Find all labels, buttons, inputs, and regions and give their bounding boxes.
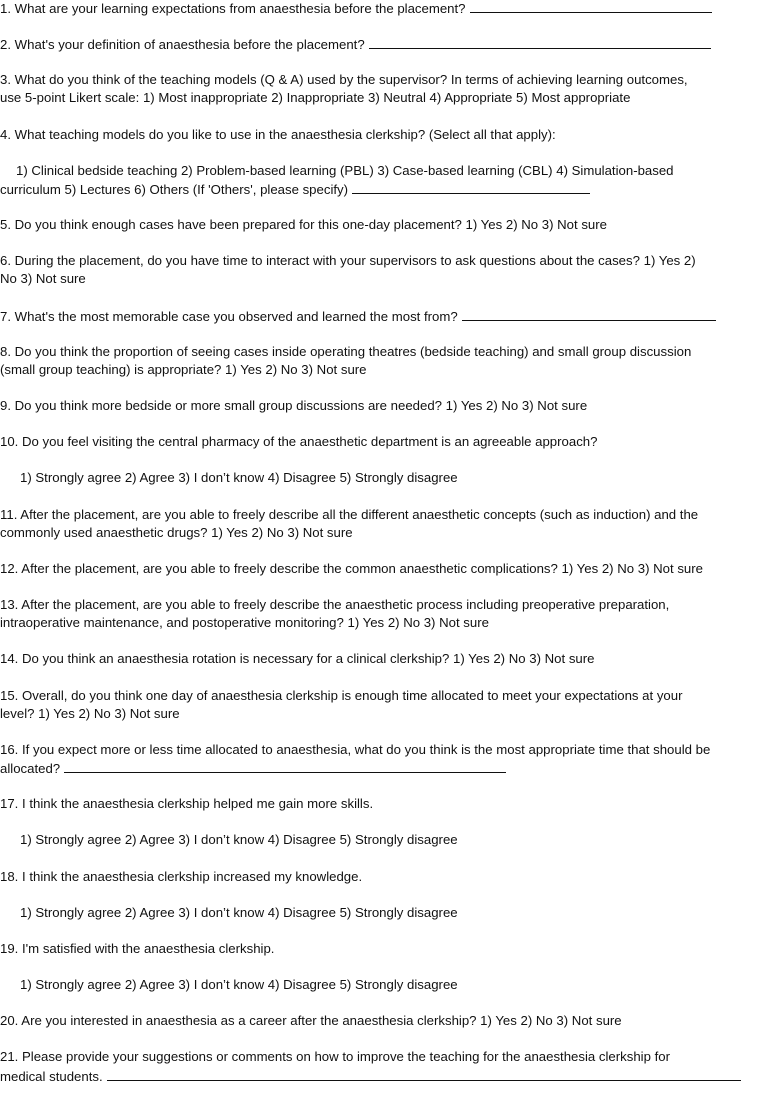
question-text: 15. Overall, do you think one day of anaesthesia clerkship is enough time allocated to meet your expectations at your <box>0 687 683 703</box>
question-17-options <box>0 831 769 849</box>
option-text: 1) Strongly agree 2) Agree 3) I don’t know 4) Disagree 5) Strongly disagree <box>20 832 458 848</box>
question-13 <box>0 596 769 632</box>
question-text: intraoperative maintenance, and postoperative monitoring? 1) Yes 2) No 3) Not sure <box>0 615 489 631</box>
question-text: 7. What's the most memorable case you observed and learned the most from? <box>0 308 458 324</box>
question-text: 4. What teaching models do you like to use in the anaesthesia clerkship? (Select all that apply): <box>0 126 556 142</box>
question-text: 18. I think the anaesthesia clerkship increased my knowledge. <box>0 868 363 884</box>
question-text: 16. If you expect more or less time allocated to anaesthesia, what do you think is the most appropriate time that should be <box>0 741 711 757</box>
question-text: 2. What's your definition of anaesthesia before the placement? <box>0 37 365 53</box>
question-text: (small group teaching) is appropriate? 1) Yes 2) No 3) Not sure <box>0 361 367 377</box>
question-text: 9. Do you think more bedside or more small group discussions are needed? 1) Yes 2) No 3) Not sure <box>0 398 588 414</box>
question-10 <box>0 433 769 451</box>
question-9 <box>0 397 769 415</box>
question-12 <box>0 560 769 578</box>
question-text: 19. I'm satisfied with the anaesthesia clerkship. <box>0 940 275 956</box>
question-11 <box>0 506 769 542</box>
question-14 <box>0 650 769 668</box>
question-text: 17. I think the anaesthesia clerkship helped me gain more skills. <box>0 796 374 812</box>
question-text: 20. Are you interested in anaesthesia as a career after the anaesthesia clerkship? 1) Yes 2) No 3) Not sure <box>0 1013 622 1029</box>
question-text: 11. After the placement, are you able to freely describe all the different anaesthetic concepts (such as induction) and the <box>0 506 699 522</box>
question-text: 10. Do you feel visiting the central pharmacy of the anaesthetic department is an agreeable approach? <box>0 434 598 450</box>
question-text: 14. Do you think an anaesthesia rotation is necessary for a clinical clerkship? 1) Yes 2) No 3) Not sure <box>0 651 595 667</box>
question-text: 5. Do you think enough cases have been prepared for this one-day placement? 1) Yes 2) No 3) Not sure <box>0 217 607 233</box>
question-4 <box>0 126 769 144</box>
option-text: 1) Strongly agree 2) Agree 3) I don’t know 4) Disagree 5) Strongly disagree <box>20 977 458 993</box>
answer-blank[interactable] <box>64 759 506 773</box>
question-text: 21. Please provide your suggestions or comments on how to improve the teaching for the anaesthesia clerkship for <box>0 1049 670 1065</box>
question-21 <box>0 1048 769 1084</box>
question-10-options <box>0 469 769 487</box>
answer-blank[interactable] <box>369 35 711 49</box>
question-17 <box>0 795 769 813</box>
question-18 <box>0 868 769 886</box>
answer-blank[interactable] <box>107 1067 741 1081</box>
question-text: use 5-point Likert scale: 1) Most inappropriate 2) Inappropriate 3) Neutral 4) Appropriate 5) Most appropriate <box>0 90 631 106</box>
question-text: 3. What do you think of the teaching models (Q & A) used by the supervisor? In terms of achieving learning outcomes, <box>0 72 688 88</box>
question-15 <box>0 687 769 723</box>
answer-blank[interactable] <box>462 307 716 321</box>
question-2 <box>0 35 769 53</box>
question-19-options <box>0 976 769 994</box>
option-text: curriculum 5) Lectures 6) Others (If 'Others', please specify) <box>0 181 349 197</box>
question-19 <box>0 940 769 958</box>
question-text: No 3) Not sure <box>0 271 86 287</box>
question-4-options <box>0 162 769 198</box>
question-text: allocated? <box>0 760 61 776</box>
option-text: 1) Strongly agree 2) Agree 3) I don’t know 4) Disagree 5) Strongly disagree <box>20 904 458 920</box>
question-1 <box>0 0 769 17</box>
question-3 <box>0 71 769 107</box>
question-text: commonly used anaesthetic drugs? 1) Yes 2) No 3) Not sure <box>0 524 353 540</box>
question-18-options <box>0 904 769 922</box>
question-text: level? 1) Yes 2) No 3) Not sure <box>0 705 180 721</box>
question-text: 8. Do you think the proportion of seeing cases inside operating theatres (bedside teaching) and small group discussion <box>0 343 692 359</box>
question-7 <box>0 307 769 325</box>
question-20 <box>0 1012 769 1030</box>
answer-blank[interactable] <box>352 180 590 194</box>
option-text: 1) Strongly agree 2) Agree 3) I don’t know 4) Disagree 5) Strongly disagree <box>20 470 458 486</box>
question-text: 1. What are your learning expectations from anaesthesia before the placement? <box>0 1 466 16</box>
question-16 <box>0 741 769 777</box>
question-6 <box>0 252 769 288</box>
question-8 <box>0 343 769 379</box>
answer-blank[interactable] <box>470 0 712 13</box>
question-text: medical students. <box>0 1068 103 1084</box>
question-text: 12. After the placement, are you able to freely describe the common anaesthetic complications? 1) Yes 2) No 3) Not sure <box>0 560 703 576</box>
question-5 <box>0 216 769 234</box>
question-text: 6. During the placement, do you have time to interact with your supervisors to ask questions about the cases? 1) Yes 2) <box>0 253 696 269</box>
option-text: 1) Clinical bedside teaching 2) Problem-based learning (PBL) 3) Case-based learning (CBL) 4) Simulation-based <box>16 162 674 178</box>
question-text: 13. After the placement, are you able to freely describe the anaesthetic process including preoperative preparation, <box>0 597 670 613</box>
